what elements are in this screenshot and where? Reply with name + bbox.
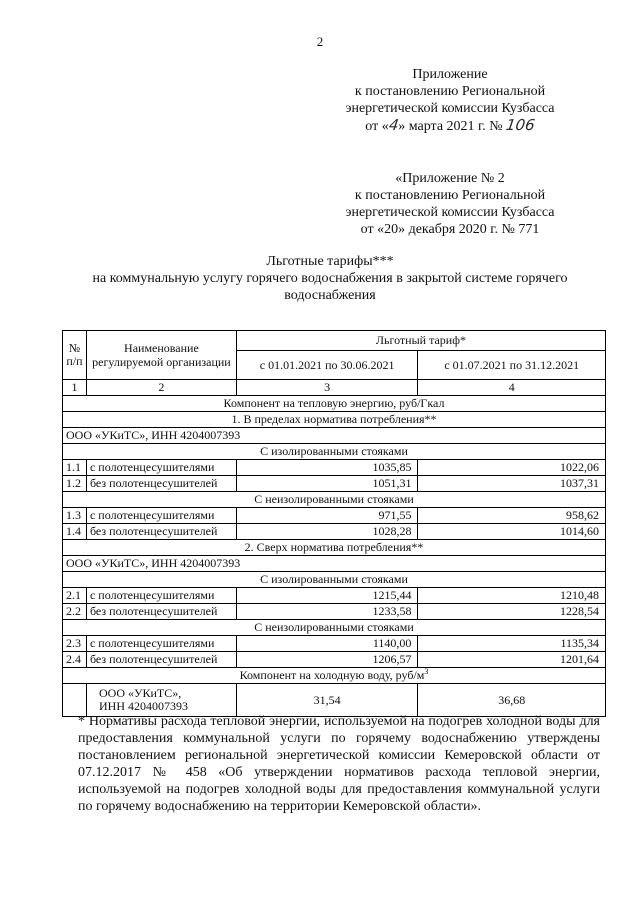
row-num: 2.2 <box>63 604 87 620</box>
title-line-1: Льготные тарифы*** <box>266 254 394 269</box>
table-row <box>63 588 606 604</box>
row-name: без полотенцесушителей <box>86 524 236 540</box>
row-name: с полотенцесушителями <box>86 460 236 476</box>
table-row <box>63 460 606 476</box>
non-insulated-header-2: С неизолированными стояками <box>63 620 606 636</box>
appendix2-line-3: энергетической комиссии Кузбасса <box>345 205 555 220</box>
appendix-date-mid: » марта 2021 г. № <box>398 119 503 134</box>
cold-row-num <box>63 684 87 717</box>
row-name: без полотенцесушителей <box>86 652 236 668</box>
appendix-line-2: к постановлению Региональной <box>354 84 546 99</box>
org-row-2: ООО «УКиТС», ИНН 4204007393 <box>63 556 606 572</box>
row-value-2: 1228,54 <box>418 604 606 620</box>
appendix2-line-2: к постановлению Региональной <box>354 188 546 203</box>
component-cold-header <box>63 668 606 684</box>
row-name: с полотенцесушителями <box>86 636 236 652</box>
page-number: 2 <box>316 34 324 49</box>
header-period-1: с 01.01.2021 по 30.06.2021 <box>236 351 418 380</box>
cold-value-2: 36,68 <box>418 684 606 717</box>
row-value-2: 1201,64 <box>418 652 606 668</box>
org-row-1: ООО «УКиТС», ИНН 4204007393 <box>63 428 606 444</box>
cold-org-line-2: ИНН 4204007393 <box>98 699 188 713</box>
row-num: 1.4 <box>63 524 87 540</box>
component-heat-header: Компонент на тепловую энергию, руб/Гкал <box>63 396 606 412</box>
col-number-4: 4 <box>418 380 606 396</box>
appendix-header <box>300 66 600 135</box>
row-num: 2.4 <box>63 652 87 668</box>
row-name: без полотенцесушителей <box>86 476 236 492</box>
row-value-2: 958,62 <box>418 508 606 524</box>
document-title <box>60 253 600 304</box>
row-value-2: 1135,34 <box>418 636 606 652</box>
row-name: с полотенцесушителями <box>86 508 236 524</box>
header-tariff: Льготный тариф* <box>236 331 605 351</box>
table-header-row <box>63 331 606 351</box>
table-row <box>63 604 606 620</box>
row-value-2: 1210,48 <box>418 588 606 604</box>
row-value-2: 1037,31 <box>418 476 606 492</box>
col-number-2: 2 <box>86 380 236 396</box>
row-num: 1.1 <box>63 460 87 476</box>
table-row <box>63 524 606 540</box>
header-org: Наименование регулируемой организации <box>86 331 236 380</box>
row-name: без полотенцесушителей <box>86 604 236 620</box>
col-number-1: 1 <box>63 380 87 396</box>
row-name: с полотенцесушителями <box>86 588 236 604</box>
footnote: * Нормативы расхода тепловой энергии, используемой на подогрев холодной воды для предоставления коммунальной услуги по горячему водоснабжению утверждены постановлением региональной энергетической комиссии Кемеровской области от 07.12.2017 № 458 «Об утверждении нормативов расхода тепловой энергии, используемой на подогрев холодной воды для предоставления коммунальной услуги по горячему водоснабжению на территории Кемеровской области». <box>78 714 600 814</box>
row-value-1: 1206,57 <box>236 652 418 668</box>
row-value-1: 1051,31 <box>236 476 418 492</box>
insulated-header-2: С изолированными стояками <box>63 572 606 588</box>
header-period-2: с 01.07.2021 по 31.12.2021 <box>418 351 606 380</box>
column-number-row <box>63 380 606 396</box>
cold-value-1: 31,54 <box>236 684 418 717</box>
non-insulated-header-1: С неизолированными стояками <box>63 492 606 508</box>
cold-row-org <box>86 684 236 717</box>
section-1-header: 1. В пределах норматива потребления** <box>63 412 606 428</box>
row-value-1: 1233,58 <box>236 604 418 620</box>
appendix2-line-1: «Приложение № 2 <box>395 171 505 186</box>
row-num: 1.2 <box>63 476 87 492</box>
title-line-2: на коммунальную услугу горячего водоснабжения в закрытой системе горячего <box>92 271 568 286</box>
row-value-1: 971,55 <box>236 508 418 524</box>
appendix-date-prefix: от « <box>365 119 389 134</box>
section-2-header: 2. Сверх норматива потребления** <box>63 540 606 556</box>
cold-org-line-1: ООО «УКиТС», <box>98 686 182 700</box>
row-value-2: 1014,60 <box>418 524 606 540</box>
component-cold-text: Компонент на холодную воду, руб/м <box>239 668 425 682</box>
insulated-header-1: С изолированными стояками <box>63 444 606 460</box>
unit-superscript: 3 <box>424 667 429 676</box>
title-line-3: водоснабжения <box>284 288 376 303</box>
appendix-date-line <box>300 117 600 135</box>
appendix2-line-4: от «20» декабря 2020 г. № 771 <box>360 222 540 237</box>
row-num: 2.1 <box>63 588 87 604</box>
table-row <box>63 508 606 524</box>
row-num: 1.3 <box>63 508 87 524</box>
row-value-2: 1022,06 <box>418 460 606 476</box>
table-row <box>63 636 606 652</box>
row-value-1: 1215,44 <box>236 588 418 604</box>
row-value-1: 1035,85 <box>236 460 418 476</box>
col-number-3: 3 <box>236 380 418 396</box>
table-row <box>63 476 606 492</box>
tariff-table <box>62 330 606 717</box>
header-num: № п/п <box>63 331 87 380</box>
appendix-2-header <box>300 170 600 238</box>
appendix-line-1: Приложение <box>412 67 488 82</box>
row-num: 2.3 <box>63 636 87 652</box>
appendix-line-3: энергетической комиссии Кузбасса <box>345 101 555 116</box>
row-value-1: 1028,28 <box>236 524 418 540</box>
row-value-1: 1140,00 <box>236 636 418 652</box>
table-row <box>63 652 606 668</box>
handwritten-day: 4 <box>387 116 400 134</box>
handwritten-number: 106 <box>504 116 537 134</box>
cold-water-row <box>63 684 606 717</box>
